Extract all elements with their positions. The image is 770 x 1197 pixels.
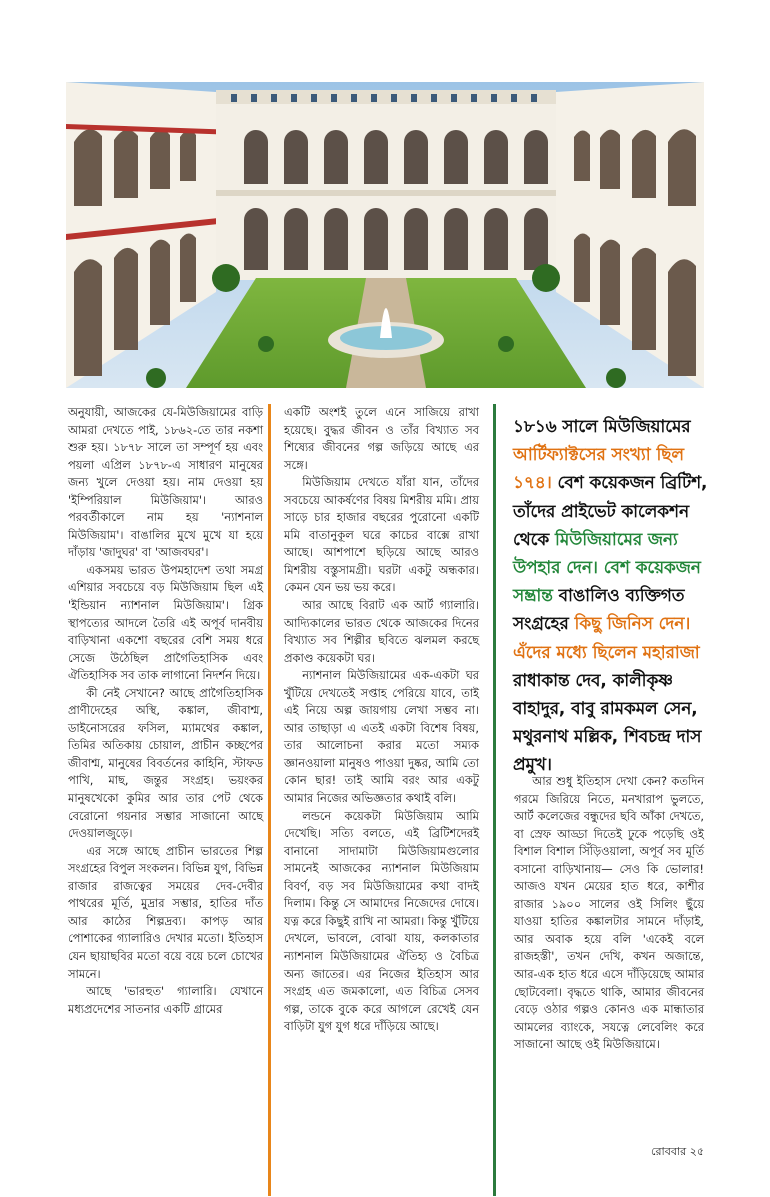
page-folio: রোববার ২৫ bbox=[651, 1145, 704, 1158]
pull-quote-part: ১৮১৬ সালে মিউজিয়ামের bbox=[513, 416, 691, 436]
paragraph: এর সঙ্গে আছে প্রাচীন ভারতের শিল্প সংগ্রহের বিপুল সংকলন। বিভিন্ন যুগ, বিভিন্ন রাজার রাজত্বের সময়ের দেব-দেবীর পাথরের মূর্তি, মুদ্রার সম্ভার, হাতির দাঁত আর কাঠের শিল্পদ্রব্য। কাপড় আর পোশাকের গ্যালারিও দেখার মতো। ইতিহাস যেন ছায়াছবির মতো বয়ে বয়ে চলে চোখের সামনে। bbox=[68, 843, 263, 981]
museum-courtyard-photo bbox=[66, 82, 704, 388]
paragraph: আর শুধু ইতিহাস দেখা কেন? কতদিন গরমে জিরিয়ে নিতে, মনখারাপ ভুলতে, আর্ট কলেজের বন্ধুদের ছবি আঁকা দেখতে, বা স্রেফ আড্ডা দিতেই ঢুকে পড়েছি ওই বিশাল বিশাল সিঁড়িওয়ালা, অপূর্ব সব মূর্তি বসানো বাড়িখানায়— সেও কি ভোলার! আজও যখন মেয়ের হাত ধরে, কাশীর রাজার ১৯০০ সালের ওই সিলিং ছুঁয়ে যাওয়া হাতির কঙ্কালটার সামনে দাঁড়াই, আর অবাক হয়ে বলি 'একেই বলে রাজহস্তী', তখন দেখি, কখন অজান্তে, আর-এক হাত ধরে এসে দাঁড়িয়েছে আমার ছোটবেলা। বৃদ্ধতে থাকি, আমার জীবনের বেড়ে ওঠার গল্পও কোনও এক মান্ধাতার আমলের ব্যাংকে, সযত্নে লেবেলিং করে সাজানো আছে ওই মিউজিয়ামে। bbox=[514, 774, 704, 1052]
article-column-2 bbox=[284, 404, 479, 1036]
pull-quote-part: মিউজিয়ামের জন্য উপহার দেন। বেশ কয়েকজন সম্ভ্রান্ত bbox=[513, 528, 701, 606]
pull-quote-part: বেশ কয়েকজন ব্রিটিশ, তাঁদের প্রাইভেট কালেকশন থেকে bbox=[513, 472, 708, 549]
paragraph: লন্ডনে কয়েকটা মিউজিয়াম আমি দেখেছি। সত্যি বলতে, এই ব্রিটিশদেরই বানানো সাদামাটা মিউজিয়ামগুলোর সামনেই আজকের ন্যাশনাল মিউজিয়াম বিবর্ণ, বড় সব মিউজিয়ামের কথা বাদই দিলাম। কিন্তু সে আমাদের নিজেদের দোষে। যত্ন করে কিছুই রাখি না আমরা। কিন্তু খুঁটিয়ে দেখলে, ভাবলে, বোঝা যায়, কলকাতার ন্যাশনাল মিউজিয়ামের ঐতিহ্য ও বৈচিত্র অন্য জাতের। এর নিজের ইতিহাস আর সংগ্রহ এত জমকালো, এত বিচিত্র সেসব গল্প, তাকে বুকে করে আগলে রেখেই যেন বাড়িটা যুগ যুগ ধরে দাঁড়িয়ে আছে। bbox=[284, 808, 479, 1034]
article-column-1 bbox=[68, 404, 263, 1018]
pull-quote-part: রাধাকান্ত দেব, কালীকৃষ্ণ বাহাদুর, বাবু রামকমল সেন, মথুরনাথ মল্লিক, শিবচন্দ্র দাস প্রমুখ। bbox=[513, 669, 702, 775]
pull-quote-part: আর্টিফ্যাক্টসের সংখ্যা ছিল ১৭৪। bbox=[513, 444, 684, 493]
column-rule-orange bbox=[268, 404, 271, 1196]
pull-quote bbox=[513, 412, 708, 779]
paragraph: একসময় ভারত উপমহাদেশ তথা সমগ্র এশিয়ার সবচেয়ে বড় মিউজিয়াম ছিল এই 'ইন্ডিয়ান ন্যাশনাল মিউজিয়াম'। গ্রিক স্থাপত্যের আদলে তৈরি এই অপূর্ব দানবীয় বাড়িখানা একশো বছরের বেশি সময় ধরে সেজে উঠেছিল প্রাগৈতিহাসিক এবং ঐতিহাসিক সব তাক লাগানো নিদর্শন দিয়ে। bbox=[68, 562, 263, 683]
pull-quote-part: কিছু জিনিস দেন। এঁদের মধ্যে ছিলেন মহারাজা bbox=[513, 613, 700, 662]
paragraph: কী নেই সেখানে? আছে প্রাগৈতিহাসিক প্রাণীদেহের অস্থি, কঙ্কাল, জীবাশ্ম, ডাইনোসরের ফসিল, ম্যামথের কঙ্কাল, তিমির অতিকায় চোয়াল, প্রাচীন কচ্ছপের জীবাশ্ম, মানুষের বিবর্তনের কাহিনি, স্টাফড পাখি, মাছ, জন্তুর সংগ্রহ। ভয়ংকর মানুষখেকো কুমির আর তার পেট থেকে বেরোনো গয়নার সম্ভার সাজানো আছে দেওয়ালজুড়ে। bbox=[68, 685, 263, 841]
column-rule-green bbox=[493, 404, 496, 1196]
paragraph: মিউজিয়াম দেখতে যাঁরা যান, তাঁদের সবচেয়ে আকর্ষণের বিষয় মিশরীয় মমি। প্রায় সাড়ে চার হাজার বছরের পুরোনো একটি মমি বাতানুকূল ঘরে কাচের বাক্সে রাখা আছে। আশপাশে ছড়িয়ে আছে আরও মিশরীয় বস্তুসামগ্রী। ঘরটা একটু অন্ধকার। কেমন যেন ভয় ভয় করে। bbox=[284, 475, 479, 595]
pull-quote-part: বাঙালিও ব্যক্তিগত সংগ্রহের bbox=[513, 585, 685, 634]
paragraph: অনুযায়ী, আজকের যে-মিউজিয়ামের বাড়ি আমরা দেখতে পাই, ১৮৬২-তে তার নকশা শুরু হয়। ১৮৭৮ সালে তা সম্পূর্ণ হয় এবং পয়লা এপ্রিল ১৮৭৮-এ সাধারণ মানুষের জন্য খুলে দেওয়া হয়। নাম দেওয়া হয় 'ইম্পিরিয়াল মিউজিয়াম'। আরও পরবর্তীকালে নাম হয় 'ন্যাশনাল মিউজিয়াম'। বাঙালির মুখে মুখে যা হয়ে দাঁড়ায় 'জাদুঘর' বা 'আজবঘর'। bbox=[68, 405, 263, 560]
paragraph: ন্যাশনাল মিউজিয়ামের এক-একটা ঘর খুঁটিয়ে দেখতেই সপ্তাহ পেরিয়ে যাবে, তাই এই নিয়ে অল্প জায়গায় লেখা সম্ভব না। আর তাছাড়া এ এতই একটা বিশেষ বিষয়, তার আলোচনা করার মতো সম্যক জ্ঞানওয়ালা মানুষও পাওয়া দুষ্কর, আমি তো কোন ছার! তাই আমি বরং আর একটু আমার নিজের অভিজ্ঞতার কথাই বলি। bbox=[284, 668, 479, 806]
article-column-3 bbox=[514, 773, 704, 1054]
paragraph: একটি অংশই তুলে এনে সাজিয়ে রাখা হয়েছে। বুদ্ধর জীবন ও তাঁর বিখ্যাত সব শিষ্যের জীবনের গল্প জড়িয়ে আছে এর সঙ্গে। bbox=[284, 405, 479, 472]
paragraph: আছে 'ভারহুত' গ্যালারি। যেখানে মধ্যপ্রদেশের সাতনার একটি গ্রামের bbox=[68, 984, 263, 1016]
paragraph: আর আছে বিরাট এক আর্ট গ্যালারি। আদ্যিকালের ভারত থেকে আজকের দিনের বিখ্যাত সব শিল্পীর ছবিতে ঝলমল করছে প্রকাণ্ড কয়েকটা ঘর। bbox=[284, 598, 479, 665]
